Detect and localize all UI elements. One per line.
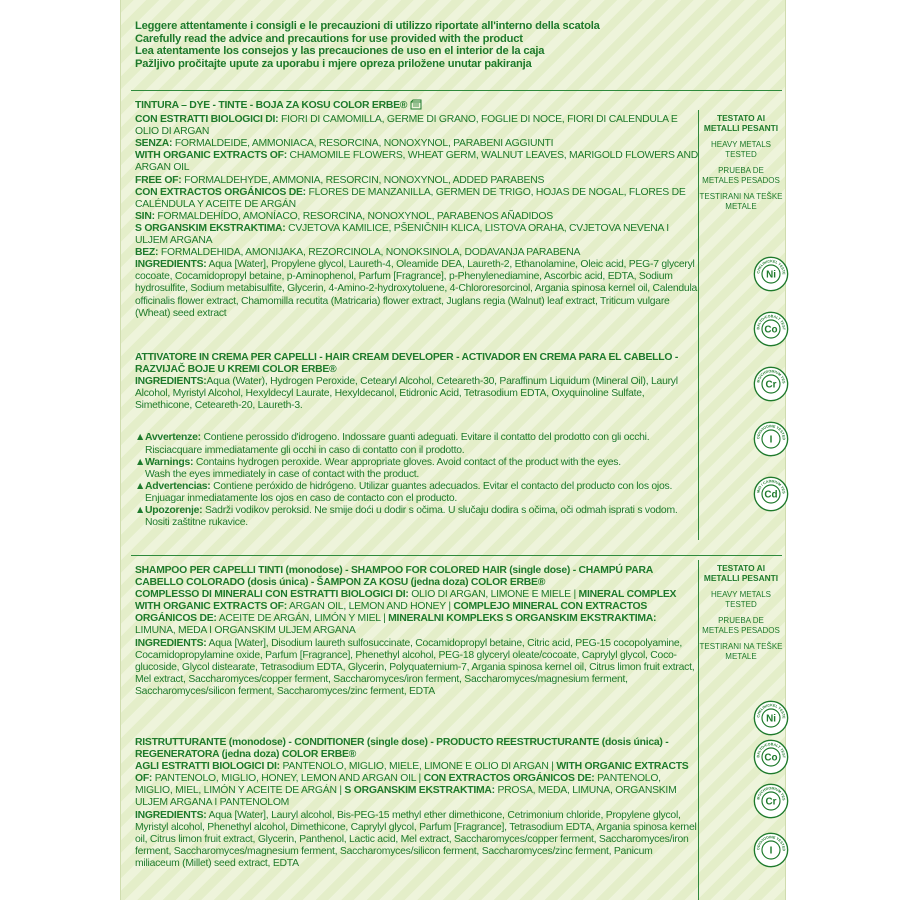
heavy-metals-tested bbox=[699, 114, 783, 211]
conditioner-ingredients: INGREDIENTS: Aqua [Water], Lauryl alcohol, Bis-PEG-15 methyl ether dimethicone, Cetrimonium chloride, Propylene glycol, Myristyl alcohol, Phenethyl alcohol, Dimethicone, Caprylyl glycol, Parfum [Fragrance], Tetrasodium EDTA, Argania spinosa kernel oil, Citrus limon fruit extract, Glycerin, Panthenol, Lactic acid, Mel extract, Saccharomyces/copper ferment, Saccharomyces/iron ferment, Saccharomyces/magnesium ferment, Saccharomyces/silicon ferment, Saccharomyces/zinc ferment, Panicum miliaceum (Millet) seed extract, EDTA bbox=[135, 809, 697, 869]
iodine-tested-icon bbox=[753, 421, 789, 457]
section-conditioner bbox=[135, 737, 699, 870]
dye-free-es: SIN: FORMALDEHÍDO, AMONÍACO, RESORCINA, NONOXYNOL, PARABENOS AÑADIDOS bbox=[135, 210, 553, 222]
dye-free-hr: BEZ: FORMALDEHIDA, AMONIJAKA, REZORCINOLA, NONOKSINOLA, DODAVANJA PARABENA bbox=[135, 247, 581, 259]
warning-hr: ▲Upozorenje: Sadrži vodikov peroksid. Ne smije doći u dodir s očima. U slučaju dodira s očima, oči odmah isprati s vodom. bbox=[135, 505, 678, 517]
svg-text:IODIO/IODINE TESTED: ODIO/IODINE TESTED bbox=[756, 424, 786, 441]
svg-text:Ni: Ni bbox=[766, 713, 776, 725]
conditioner-extracts: AGLI ESTRATTI BIOLOGICI DI: PANTENOLO, MIGLIO, MIELE, LIMONE E OLIO DI ARGAN | WITH ORGANIC EXTRACTS OF: PANTENOLO, MIGLIO, HONEY, LEMON AND ARGAN OIL | CON EXTRACTOS ORGÁNICOS DE: PANTENOLO, MIGLIO, MIEL, LIMÓN Y ACEITE DE ARGÁN | S ORGANSKIM EKSTRAKTIMA: PROSA, MEDA, LIMUNA, ORGANSKIM ULJEM ARGANA I PANTENOLOM bbox=[135, 761, 689, 809]
label-content bbox=[131, 0, 786, 900]
dye-extracts-it: CON ESTRATTI BIOLOGICI DI: FIORI DI CAMOMILLA, GERME DI GRANO, FOGLIE DI NOCE, FIORI DI CALENDULA E OLIO DI ARGAN bbox=[135, 114, 678, 138]
shampoo-ingredients: INGREDIENTS: Aqua [Water], Disodium laureth sulfosuccinate, Cocamidopropyl betaine, Citric acid, PEG-15 cocopolyamine, Cocamidopropylamine oxide, Parfum [Fragrance], Phenethyl alcohol, PEG-18 glyceryl oleate/cocoate, Caprylyl glycol, Coco-glucoside, Glycol distearate, Tetrasodium EDTA, Glycerin, Polyquaternium-7, Argania spinosa kernel oil, Citrus limon fruit extract, Mel extract, Saccharomyces/copper ferment, Saccharomyces/iron ferment, Saccharomyces/magnesium ferment, Saccharomyces/silicon ferment, Saccharomyces/zinc ferment, EDTA bbox=[135, 637, 695, 697]
svg-text:I: I bbox=[769, 434, 773, 446]
section-dye bbox=[135, 99, 699, 320]
section-shampoo-title: SHAMPOO PER CAPELLI TINTI (monodose) - SHAMPOO FOR COLORED HAIR (single dose) - CHAMPÚ PARA CABELLO COLORADO (dosis única) - ŠAMPON ZA KOSU (jedna doza) COLOR ERBE® bbox=[135, 565, 653, 589]
heavy-metals-en: HEAVY METALS TESTED bbox=[710, 590, 772, 609]
cobalt-tested-icon bbox=[753, 311, 789, 347]
section-developer-title: ATTIVATORE IN CREMA PER CAPELLI - HAIR CREAM DEVELOPER - ACTIVADOR EN CREMA PARA EL CABELLO - RAZVIJAČ BOJE U KREMI COLOR ERBE® bbox=[135, 352, 679, 376]
nickel-tested-icon bbox=[753, 256, 789, 292]
svg-text:CADMIO / CADMIUM TESTED: MIO / CADMIUM TES bbox=[756, 479, 786, 494]
usage-notice bbox=[135, 20, 695, 70]
section-developer bbox=[135, 352, 699, 529]
heavy-metals-it: TESTATO AI METALLI PESANTI bbox=[703, 563, 779, 583]
cadmium-tested-icon bbox=[753, 476, 789, 512]
heavy-metals-hr: TESTIRANI NA TEŠKE METALE bbox=[699, 192, 783, 211]
heavy-metals-en: HEAVY METALS TESTED bbox=[710, 140, 772, 159]
svg-text:COBALTO/COBALT TESTED: BALTO/COBALT TEST bbox=[756, 314, 786, 330]
svg-text:Cr: Cr bbox=[765, 796, 777, 808]
iodine-tested-icon bbox=[753, 832, 789, 868]
notice-es: Lea atentamente los consejos y las precauciones de uso en el interior de la caja bbox=[135, 45, 545, 58]
warnings-block: ▲Avvertenze: Contiene perossido d'idrogeno. Indossare guanti adeguati. Evitare il contatto del prodotto con gli occhi. Risciacquare immediatamente gli occhi in caso di contatto con il prodotto. ▲Warnings: Contains hydrogen peroxide. Wear appropriate gloves. Avoid contact of the product with the eyes. Wash the eyes immediately in case of contact with the product. ▲Advertencias: Contiene peróxido de hidrógeno. Utilizar guantes adecuados. Evitar el contacto del producto con los ojos. Enjuagar inmediatamente los ojos en caso de contacto con el producto. ▲Upozorenje: Sadrži vodikov peroksid. Ne smije doći u dodir s očima. U slučaju dodira s očima, oči odmah isprati s vodom. Nositi zaštitne rukavice. bbox=[135, 432, 699, 529]
svg-text:Cd: Cd bbox=[764, 489, 778, 501]
notice-it: Leggere attentamente i consigli e le precauzioni di utilizzo riportate all'interno della scatola bbox=[135, 20, 600, 32]
section-dye-title: TINTURA – DYE - TINTE - BOJA ZA KOSU COLOR ERBE® bbox=[135, 100, 408, 111]
svg-text:Ni: Ni bbox=[766, 269, 776, 281]
warning-it: ▲Avvertenze: Contiene perossido d'idrogeno. Indossare guanti adeguati. Evitare il contatto del prodotto con gli occhi. bbox=[135, 432, 650, 444]
shampoo-complex: COMPLESSO DI MINERALI CON ESTRATTI BIOLOGICI DI: OLIO DI ARGAN, LIMONE E MIELE | MINERAL COMPLEX WITH ORGANIC EXTRACTS OF: ARGAN OIL, LEMON AND HONEY | COMPLEJO MINERAL CON EXTRACTOS ORGÁNICOS DE: ACEITE DE ARGÁN, LIMÓN Y MIEL | MINERALNI KOMPLEKS S ORGANSKIM EKSTRAKTIMA: LIMUNA, MEDA I ORGANSKIM ULJEM ARGANA bbox=[135, 589, 677, 637]
developer-ingredients: INGREDIENTS:Aqua (Water), Hydrogen Peroxide, Cetearyl Alcohol, Ceteareth-30, Paraffinum Liquidum (Mineral Oil), Lauryl Alcohol, Myristyl Alcohol, Hexyldecyl Laurate, Hexyldecanol, Etidronic Acid, Tetrasodium EDTA, Oxyquinoline Sulfate, Simethicone, Ceteareth-20, Laureth-3. bbox=[135, 376, 678, 412]
svg-text:Co: Co bbox=[764, 752, 778, 764]
svg-text:COBALTO/COBALT TESTED: BALTO/COBALT TEST bbox=[756, 742, 786, 758]
svg-text:CROMO/CHROMIUM TESTED: MO/CHROMIUM TES bbox=[756, 786, 786, 801]
warning-es: ▲Advertencias: Contiene peróxido de hidrógeno. Utilizar guantes adecuados. Evitar el contacto del producto con los ojos. bbox=[135, 480, 673, 492]
svg-text:IODIO/IODINE TESTED: ODIO/IODINE TESTED bbox=[756, 835, 786, 852]
chromium-tested-icon bbox=[753, 366, 789, 402]
heavy-metals-it: TESTATO AI METALLI PESANTI bbox=[703, 113, 779, 133]
dye-extracts-hr: S ORGANSKIM EKSTRAKTIMA: CVJETOVA KAMILICE, PŠENIČNIH KLICA, LISTOVA ORAHA, CVJETOVA NEVENA I ULJEM ARGANA bbox=[135, 222, 669, 247]
section-divider bbox=[131, 90, 782, 91]
heavy-metals-hr: TESTIRANI NA TEŠKE METALE bbox=[699, 642, 783, 661]
heavy-metals-es: PRUEBA DE METALES PESADOS bbox=[702, 166, 780, 185]
chromium-tested-icon bbox=[753, 783, 789, 819]
svg-text:NICHELINICKEL TESTED: CHELINICKEL TESTE bbox=[756, 259, 786, 275]
dye-ingredients: INGREDIENTS: Aqua [Water], Propylene glycol, Laureth-4, Oleamide DEA, Laureth-2, Ethanolamine, Oleic acid, PEG-7 glyceryl cocoate, Cocamidopropyl betaine, p-Aminophenol, Parfum [Fragrance], p-Phenylenediamine, Ascorbic acid, EDTA, Sodium hydrosulfite, Sodium metabisulfite, Glycerin, 4-Amino-2-hydroxytoluene, 4-Chlororesorcinol, Argania spinosa kernel oil, Calendula officinalis flower extract, Chamomilla recutita (Matricaria) flower extract, Juglans regia (Walnut) leaf extract, Triticum vulgare (Wheat) seed extract bbox=[135, 259, 698, 319]
cobalt-tested-icon bbox=[753, 739, 789, 775]
warning-en: ▲Warnings: Contains hydrogen peroxide. Wear appropriate gloves. Avoid contact of the product with the eyes. bbox=[135, 456, 621, 468]
heavy-metals-tested bbox=[699, 564, 783, 661]
heavy-metals-es: PRUEBA DE METALES PESADOS bbox=[702, 616, 780, 635]
box-icon bbox=[410, 99, 422, 114]
section-shampoo bbox=[135, 565, 699, 698]
dye-free-en: FREE OF: FORMALDEHYDE, AMMONIA, RESORCIN, NONOXYNOL, ADDED PARABENS bbox=[135, 174, 545, 186]
svg-text:Cr: Cr bbox=[765, 379, 777, 391]
notice-hr: Pažljivo pročitajte upute za uporabu i mjere opreza priložene unutar pakiranja bbox=[135, 57, 532, 70]
dye-free-it: SENZA: FORMALDEIDE, AMMONIACA, RESORCINA, NONOXYNOL, PARABENI AGGIUNTI bbox=[135, 138, 554, 150]
dye-extracts-es: CON EXTRACTOS ORGÁNICOS DE: FLORES DE MANZANILLA, GERMEN DE TRIGO, HOJAS DE NOGAL, FLORES DE CALÉNDULA Y ACEITE DE ARGÁN bbox=[135, 186, 686, 210]
svg-text:CROMO/CHROMIUM TESTED: MO/CHROMIUM TES bbox=[756, 369, 786, 384]
section-conditioner-title: RISTRUTTURANTE (monodose) - CONDITIONER (single dose) - PRODUCTO REESTRUCTURANTE (dosis única) - REGENERATORA (jedna doza) COLOR ERBE® bbox=[135, 737, 669, 761]
notice-en: Carefully read the advice and precautions for use provided with the product bbox=[135, 32, 523, 45]
nickel-tested-icon bbox=[753, 700, 789, 736]
svg-text:Co: Co bbox=[764, 324, 778, 336]
dye-extracts-en: WITH ORGANIC EXTRACTS OF: CHAMOMILE FLOWERS, WHEAT GERM, WALNUT LEAVES, MARIGOLD FLOWERS AND ARGAN OIL bbox=[135, 150, 698, 174]
section-divider bbox=[131, 555, 782, 556]
svg-text:I: I bbox=[769, 845, 773, 857]
svg-text:NICHELINICKEL TESTED: CHELINICKEL TESTE bbox=[756, 703, 786, 719]
